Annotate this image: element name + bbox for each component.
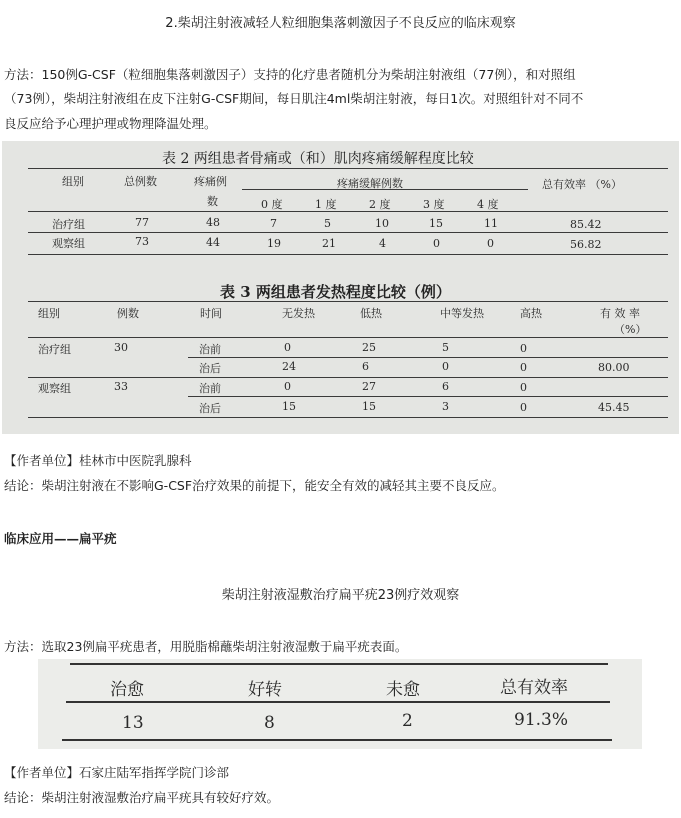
table3-row4-low: 15	[362, 400, 376, 413]
table3-row1-count: 30	[114, 341, 128, 354]
table2-row-rule	[28, 232, 668, 233]
table2-row2-d0: 19	[267, 237, 281, 250]
table3-header-mid: 中等发热	[440, 307, 484, 320]
table3-row3-low: 27	[362, 380, 376, 393]
table4-value-uncured: 2	[402, 711, 413, 731]
table3-row4-high: 0	[520, 401, 527, 414]
table3-header-rule	[28, 337, 668, 338]
table3-row2-none: 24	[282, 360, 296, 373]
table2-header-total: 总例数	[124, 175, 157, 188]
table-photo-1	[2, 141, 679, 434]
table2-row1-d1: 5	[324, 217, 331, 230]
table2-header-pain2: 数	[207, 195, 218, 208]
table3-row3-time: 治前	[199, 382, 221, 395]
table3-row2-mid: 0	[442, 360, 449, 373]
table4-header-improved: 好转	[248, 680, 282, 700]
table4-header-rule	[66, 701, 610, 703]
table2-degree-3: 3 度	[423, 198, 445, 211]
table2-degree-0: 0 度	[261, 198, 283, 211]
table3-row3-count: 33	[114, 380, 128, 393]
table3-row3-rule	[188, 396, 668, 397]
table3-header-none: 无发热	[282, 307, 315, 320]
section1-author: 【作者单位】桂林市中医院乳腺科	[4, 453, 192, 468]
table2-header-effective: 总有效率 （%）	[542, 178, 622, 191]
table3-row1-mid: 5	[442, 341, 449, 354]
table3-title: 表 3 两组患者发热程度比较（例）	[220, 283, 451, 301]
section2-title: 柴胡注射液湿敷治疗扁平疣23例疗效观察	[221, 588, 460, 603]
table2-header-pain1: 疼痛例	[194, 175, 227, 188]
table3-header-count: 例数	[117, 307, 139, 320]
table2-sub-rule	[242, 189, 528, 190]
table2-row1-d3: 15	[429, 217, 443, 230]
table3-row1-group: 治疗组	[38, 343, 71, 356]
table3-row1-time: 治前	[199, 343, 221, 356]
table-photo-2	[38, 659, 642, 749]
table2-header-relief: 疼痛缓解例数	[337, 177, 403, 190]
table3-header-rate2: （%）	[614, 323, 647, 336]
table3-header-time: 时间	[200, 307, 222, 320]
section1-conclusion: 结论：柴胡注射液在不影响G-CSF治疗效果的前提下，能安全有效的减轻其主要不良反应。	[4, 478, 505, 493]
table2-degree-4: 4 度	[477, 198, 499, 211]
table3-header-rate1: 有 效 率	[600, 307, 640, 320]
table3-row3-none: 0	[284, 380, 291, 393]
table2-degree-2: 2 度	[369, 198, 391, 211]
table4-header-effective: 总有效率	[500, 678, 568, 698]
table2-degree-1: 1 度	[315, 198, 337, 211]
table4-bottom-rule	[62, 739, 612, 741]
table3-row1-rule	[188, 357, 668, 358]
table3-row2-high: 0	[520, 361, 527, 374]
table2-row2-pain: 44	[206, 236, 220, 249]
table3-top-rule	[28, 301, 668, 302]
section2-heading: 临床应用——扁平疣	[4, 531, 117, 546]
table4-header-uncured: 未愈	[386, 680, 420, 700]
table2-row1-d2: 10	[375, 217, 389, 230]
table3-row3-high: 0	[520, 381, 527, 394]
table2-row2-group: 观察组	[52, 237, 85, 250]
section1-method-line1: 方法：150例G-CSF（粒细胞集落刺激因子）支持的化疗患者随机分为柴胡注射液组（77例），和对照组	[4, 67, 576, 82]
table3-row2-time: 治后	[199, 362, 221, 375]
table3-row3-mid: 6	[442, 380, 449, 393]
table2-row2-d3: 0	[433, 237, 440, 250]
table3-row4-none: 15	[282, 400, 296, 413]
table2-row2-d4: 0	[487, 237, 494, 250]
table3-bottom-rule	[28, 417, 668, 418]
table3-row1-high: 0	[520, 342, 527, 355]
section1-method-line2: （73例），柴胡注射液组在皮下注射G-CSF期间，每日肌注4ml柴胡注射液，每日1次。对照组针对不同不	[4, 91, 584, 106]
table3-header-group: 组别	[38, 307, 60, 320]
table4-top-rule	[70, 663, 608, 665]
table3-header-high: 高热	[520, 307, 542, 320]
table4-value-cured: 13	[122, 713, 144, 733]
table2-row2-total: 73	[135, 235, 149, 248]
table3-header-low: 低热	[360, 307, 382, 320]
table3-group-rule	[28, 377, 668, 378]
table3-row3-group: 观察组	[38, 382, 71, 395]
table3-row1-none: 0	[284, 341, 291, 354]
table2-row1-pain: 48	[206, 216, 220, 229]
section2-conclusion: 结论：柴胡注射液湿敷治疗扁平疣具有较好疗效。	[4, 790, 280, 805]
section1-title: 2.柴胡注射液减轻人粒细胞集落刺激因子不良反应的临床观察	[165, 16, 516, 31]
table2-row1-d0: 7	[270, 217, 277, 230]
table3-row4-mid: 3	[442, 400, 449, 413]
table2-bottom-rule	[28, 254, 668, 255]
table2-row2-d2: 4	[379, 237, 386, 250]
table2-row1-d4: 11	[484, 217, 498, 230]
table3-row4-rate: 45.45	[598, 401, 630, 414]
table2-row2-rate: 56.82	[570, 238, 602, 251]
table3-row2-rate: 80.00	[598, 361, 630, 374]
table2-header-group: 组别	[62, 175, 84, 188]
table2-row1-total: 77	[135, 216, 149, 229]
table2-row1-rate: 85.42	[570, 218, 602, 231]
table3-row4-time: 治后	[199, 402, 221, 415]
section2-author: 【作者单位】石家庄陆军指挥学院门诊部	[4, 765, 230, 780]
table3-row2-low: 6	[362, 360, 369, 373]
table4-value-effective: 91.3%	[514, 710, 569, 730]
table2-row2-d1: 21	[322, 237, 336, 250]
section1-method-line3: 良反应给予心理护理或物理降温处理。	[4, 116, 217, 131]
table4-header-cured: 治愈	[110, 680, 144, 700]
table2-header-rule	[28, 211, 668, 212]
table3-row1-low: 25	[362, 341, 376, 354]
section2-method: 方法：选取23例扁平疣患者，用脱脂棉蘸柴胡注射液湿敷于扁平疣表面。	[4, 639, 408, 654]
table2-top-rule	[28, 168, 668, 169]
table2-title: 表 2 两组患者骨痛或（和）肌肉疼痛缓解程度比较	[162, 151, 474, 167]
table4-value-improved: 8	[264, 713, 275, 733]
table2-row1-group: 治疗组	[52, 218, 85, 231]
